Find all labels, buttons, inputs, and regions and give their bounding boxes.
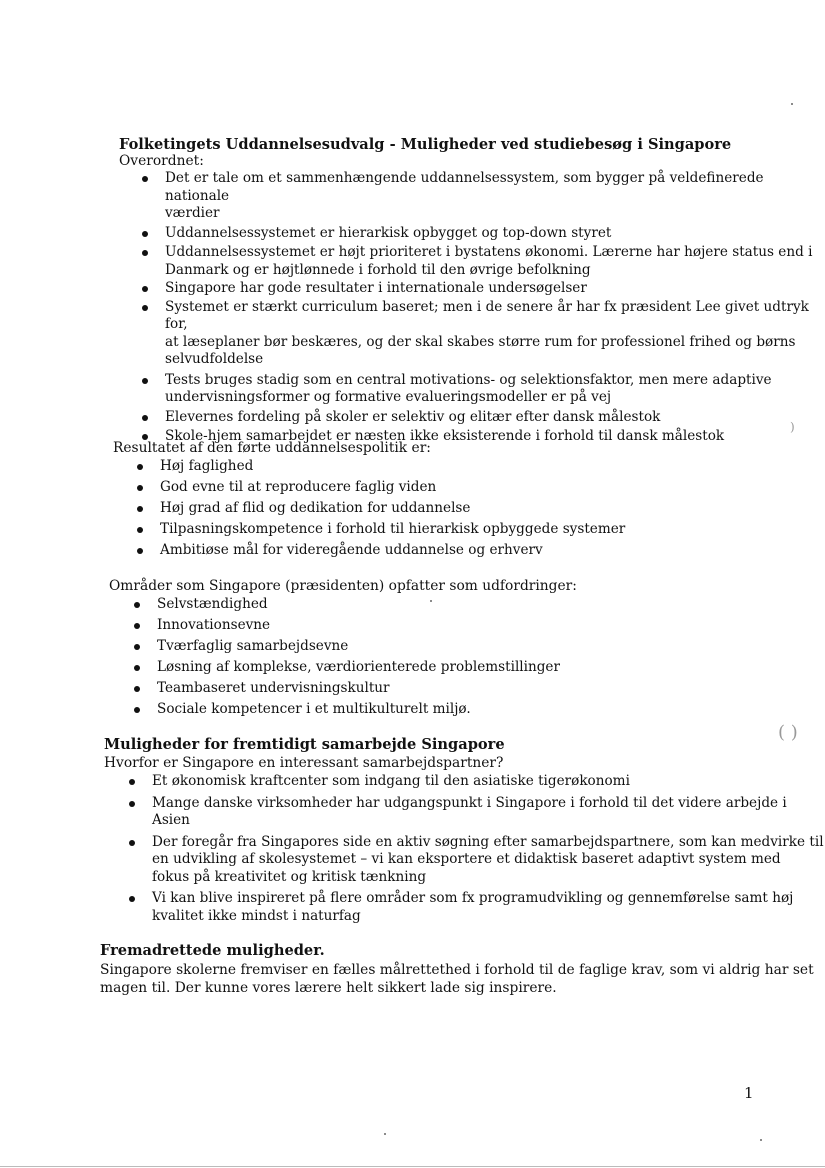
future-list [152, 773, 824, 925]
list-item: Sociale kompetencer i et multikulturelt miljø. [157, 701, 560, 719]
bullet-icon [142, 378, 148, 384]
bullet-icon [142, 176, 148, 182]
bullet-icon [129, 779, 135, 785]
bullet-icon [134, 623, 140, 629]
overview-label: Overordnet: [119, 153, 204, 169]
list-item: Uddannelsessystemet er højt prioriteret i bystatens økonomi. Lærerne har højere status end i Danmark og er højtlønnede i forhold til den øvrige befolkning [165, 244, 825, 279]
scan-artifact: ) [790, 420, 795, 434]
forward-text: Singapore skolerne fremviser en fælles målrettethed i forhold til de faglige krav, som vi aldrig har set magen til. Der kunne vores lærere helt sikkert lade sig inspirere. [100, 962, 814, 996]
overview-list [165, 170, 825, 446]
list-item: Singapore har gode resultater i internationale undersøgelser [165, 280, 825, 298]
bullet-icon [134, 686, 140, 692]
bullet-icon [137, 464, 143, 470]
bullet-icon [137, 485, 143, 491]
list-item: Ambitiøse mål for videregående uddannelse og erhverv [160, 542, 625, 560]
list-item: Der foregår fra Singapores side en aktiv søgning efter samarbejdspartnere, som kan medvirke til en udvikling af skolesystemet – vi kan eksportere et didaktisk baseret adaptivt system med fokus på kreativitet og kritisk tænkning [152, 834, 824, 887]
scan-artifact: ( ) [778, 722, 798, 743]
bullet-icon [134, 644, 140, 650]
bullet-icon [134, 602, 140, 608]
list-item: Det er tale om et sammenhængende uddannelsessystem, som bygger på veldefinerede nationale værdier [165, 170, 825, 223]
document-title: Folketingets Uddannelsesudvalg - Muligheder ved studiebesøg i Singapore [119, 136, 732, 153]
future-question: Hvorfor er Singapore en interessant samarbejdspartner? [104, 755, 504, 771]
scan-speck [791, 103, 793, 105]
bullet-icon [142, 415, 148, 421]
list-item: Mange danske virksomheder har udgangspunkt i Singapore i forhold til det videre arbejde i Asien [152, 795, 824, 830]
bullet-icon [129, 896, 135, 902]
bullet-icon [134, 665, 140, 671]
list-item: Et økonomisk kraftcenter som indgang til den asiatiske tigerøkonomi [152, 773, 824, 791]
future-heading: Muligheder for fremtidigt samarbejde Singapore [104, 736, 505, 753]
results-list [160, 458, 625, 560]
bullet-icon [137, 527, 143, 533]
bullet-icon [142, 286, 148, 292]
bullet-icon [137, 548, 143, 554]
list-item: Tværfaglig samarbejdsevne [157, 638, 560, 656]
list-item: Selvstændighed [157, 596, 560, 614]
scan-speck [760, 1139, 762, 1141]
bullet-icon [129, 801, 135, 807]
list-item: Systemet er stærkt curriculum baseret; men i de senere år har fx præsident Lee givet udtryk for, at læseplaner bør beskæres, og der skal skabes større rum for professionel frihed og børns selvudfoldelse [165, 299, 825, 369]
results-label: Resultatet af den førte uddannelsespolitik er: [113, 440, 431, 456]
bullet-icon [142, 250, 148, 256]
challenges-label: Områder som Singapore (præsidenten) opfatter som udfordringer: [109, 578, 577, 594]
bullet-icon [142, 305, 148, 311]
scan-speck [430, 600, 432, 602]
list-item: Vi kan blive inspireret på flere områder som fx programudvikling og gennemførelse samt høj kvalitet ikke mindst i naturfag [152, 890, 824, 925]
bullet-icon [129, 840, 135, 846]
list-item: Skole-hjem samarbejdet er næsten ikke eksisterende i forhold til dansk målestok [165, 428, 825, 446]
bullet-icon [134, 707, 140, 713]
list-item: Løsning af komplekse, værdiorienterede problemstillinger [157, 659, 560, 677]
list-item: Teambaseret undervisningskultur [157, 680, 560, 698]
challenges-list [157, 596, 560, 719]
list-item: Høj grad af flid og dedikation for uddannelse [160, 500, 625, 518]
scan-edge [0, 1166, 825, 1167]
list-item: Uddannelsessystemet er hierarkisk opbygget og top-down styret [165, 225, 825, 243]
list-item: Høj faglighed [160, 458, 625, 476]
list-item: Innovationsevne [157, 617, 560, 635]
list-item: Elevernes fordeling på skoler er selektiv og elitær efter dansk målestok [165, 409, 825, 427]
page-number: 1 [744, 1084, 754, 1102]
list-item: Tests bruges stadig som en central motivations- og selektionsfaktor, men mere adaptive undervisningsformer og formative evalueringsmodeller er på vej [165, 372, 825, 407]
scan-speck [384, 1133, 386, 1135]
list-item: Tilpasningskompetence i forhold til hierarkisk opbyggede systemer [160, 521, 625, 539]
forward-heading: Fremadrettede muligheder. [100, 942, 325, 959]
bullet-icon [142, 231, 148, 237]
bullet-icon [137, 506, 143, 512]
list-item: God evne til at reproducere faglig viden [160, 479, 625, 497]
